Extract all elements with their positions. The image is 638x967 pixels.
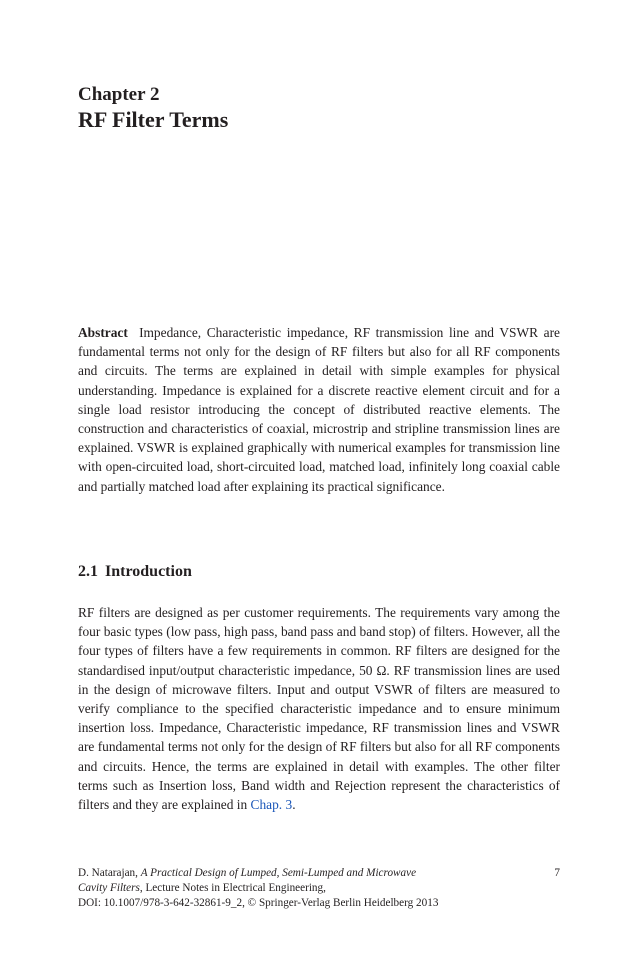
footer-author: D. Natarajan, (78, 867, 141, 879)
section-title: Introduction (105, 563, 192, 580)
section-paragraph (78, 603, 560, 814)
footer-book-title-1: A Practical Design of Lumped, Semi-Lumped and Microwave (140, 867, 417, 879)
footer-citation (78, 866, 560, 910)
footer-line-2 (78, 881, 560, 896)
chapter-title: RF Filter Terms (78, 107, 229, 132)
abstract-label: Abstract (78, 325, 128, 340)
section-number: 2.1 (78, 563, 98, 580)
paragraph-text: RF filters are designed as per customer requirements. The requirements vary among the four basic types (low pass, high pass, band pass and band stop) of filters. However, all the four types of filters have a few requirements in common. RF filters are designed for the standardised input/output characteristic impedance, 50 Ω. RF transmission lines are used in the design of microwave filters. Input and output VSWR of filters are measured to verify compliance to the specified characteristic impedance and to ensure minimum insertion loss. Impedance, Characteristic impedance, RF transmission lines and VSWR are fundamental terms not only for the design of RF filters but also for all RF components and circuits. Hence, the terms are explained in detail with examples. The other filter terms such as Insertion loss, Band width and Rejection represent the characteristics of filters and they are explained in (78, 605, 560, 813)
chapter-link[interactable]: Chap. 3 (250, 797, 293, 813)
paragraph-end: . (292, 797, 296, 813)
abstract (78, 323, 560, 496)
chapter-label: Chapter 2 (78, 84, 160, 105)
page-number: 7 (554, 867, 560, 879)
footer-line-1 (78, 866, 560, 881)
abstract-text: Impedance, Characteristic impedance, RF transmission line and VSWR are fundamental terms not only for the design of RF filters but also for all RF components and circuits. The terms are explained in detail with simple examples for physical understanding. Impedance is explained for a discrete reactive element circuit and for a single load resistor introducing the concept of distributed reactive elements. The construction and characteristics of coaxial, microstrip and stripline transmission lines are explained. VSWR is explained graphically with numerical examples for transmission line with open-circuited load, short-circuited load, matched load, infinitely long coaxial cable and partially matched load after explaining its practical significance. (78, 325, 560, 494)
footer-series: , Lecture Notes in Electrical Engineering, (139, 881, 326, 894)
footer-doi: DOI: 10.1007/978-3-642-32861-9_2, © Springer-Verlag Berlin Heidelberg 2013 (78, 896, 439, 909)
footer-book-title-2: Cavity Filters (78, 881, 140, 894)
section-heading (78, 562, 192, 582)
